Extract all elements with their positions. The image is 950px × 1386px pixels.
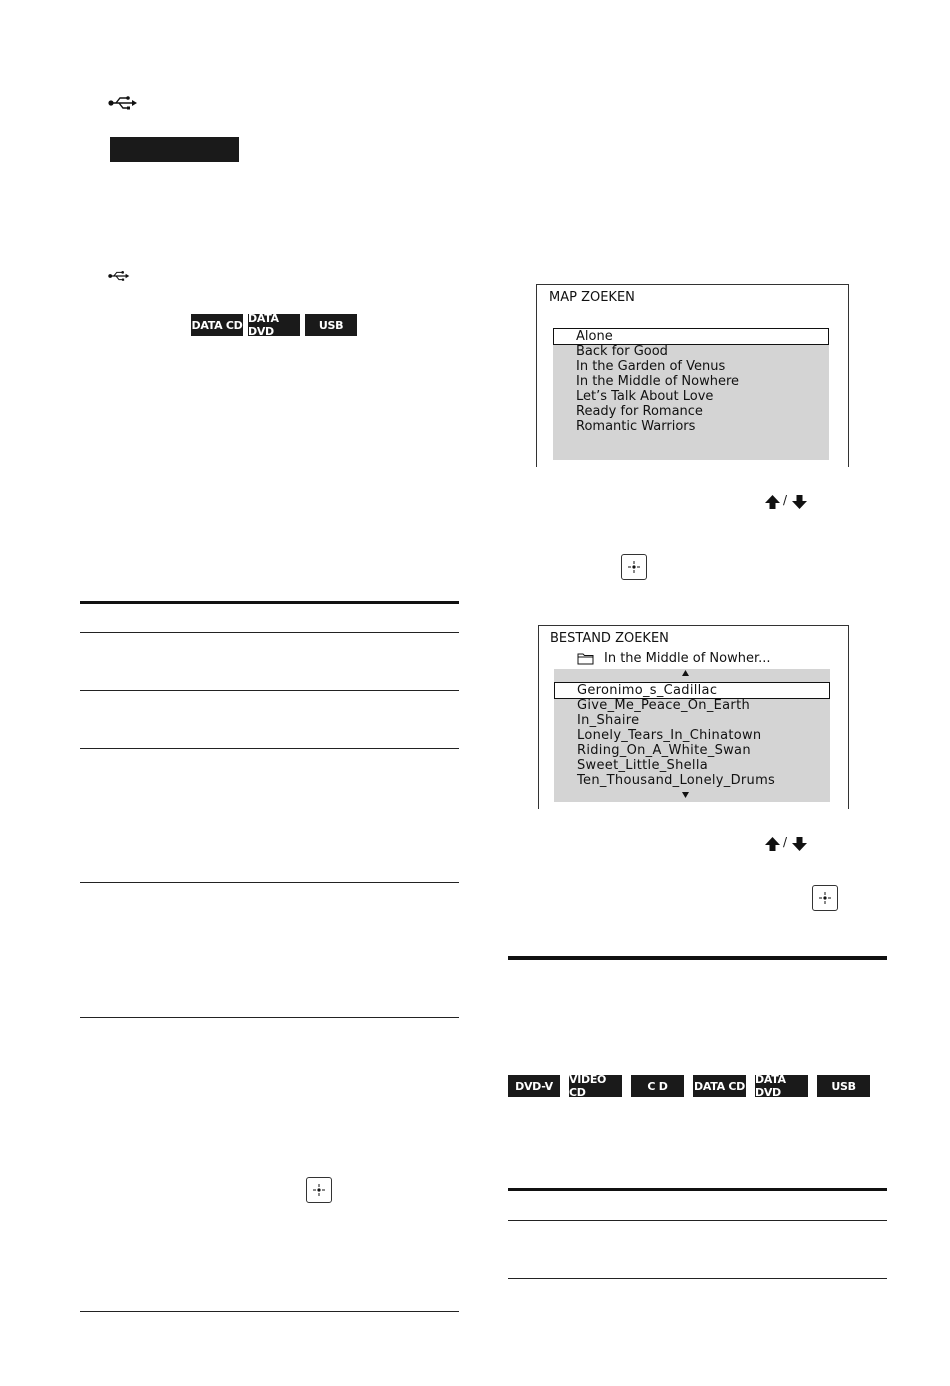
current-folder-name: In the Middle of Nowher... bbox=[604, 651, 771, 666]
table-top-rule bbox=[508, 1188, 887, 1191]
table-rule bbox=[80, 748, 459, 749]
badge-usb: USB bbox=[817, 1075, 870, 1097]
file-search-screen bbox=[538, 625, 849, 809]
heading-bar bbox=[110, 137, 239, 162]
list-item[interactable]: Alone bbox=[576, 329, 613, 344]
badge-data-cd: DATA CD bbox=[191, 314, 243, 336]
scroll-down-icon[interactable] bbox=[682, 792, 689, 798]
table-rule bbox=[80, 1311, 459, 1312]
badge-video-cd: VIDEO CD bbox=[569, 1075, 622, 1097]
table-rule bbox=[80, 632, 459, 633]
list-item[interactable]: Geronimo_s_Cadillac bbox=[577, 683, 718, 698]
list-item[interactable]: Sweet_Little_Shella bbox=[577, 758, 709, 773]
folder-icon bbox=[577, 652, 594, 665]
table-rule bbox=[508, 1220, 887, 1221]
arrow-up-icon bbox=[764, 836, 781, 852]
arrow-separator: / bbox=[783, 493, 788, 507]
list-item[interactable]: Romantic Warriors bbox=[576, 419, 696, 434]
table-rule bbox=[508, 1278, 887, 1279]
enter-button-icon bbox=[306, 1177, 332, 1203]
list-item[interactable]: In the Garden of Venus bbox=[576, 359, 726, 374]
list-item[interactable]: Ten_Thousand_Lonely_Drums bbox=[577, 773, 776, 788]
table-top-rule bbox=[80, 601, 459, 604]
list-item[interactable]: Back for Good bbox=[576, 344, 668, 359]
list-item[interactable]: Riding_On_A_White_Swan bbox=[577, 743, 751, 758]
table-rule bbox=[80, 690, 459, 691]
list-item[interactable]: In the Middle of Nowhere bbox=[576, 374, 740, 389]
badge-dvd-v: DVD-V bbox=[508, 1075, 560, 1097]
badge-data-cd: DATA CD bbox=[693, 1075, 746, 1097]
badge-data-dvd: DATA DVD bbox=[755, 1075, 808, 1097]
screen-title: MAP ZOEKEN bbox=[549, 290, 635, 305]
table-rule bbox=[80, 1017, 459, 1018]
badge-data-dvd: DATA DVD bbox=[248, 314, 300, 336]
section-rule bbox=[508, 956, 887, 960]
usb-icon bbox=[108, 95, 138, 111]
list-item[interactable]: Ready for Romance bbox=[576, 404, 703, 419]
arrow-down-icon bbox=[791, 836, 808, 852]
map-search-screen bbox=[536, 284, 849, 467]
enter-button-icon bbox=[621, 554, 647, 580]
arrow-down-icon bbox=[791, 494, 808, 510]
list-item[interactable]: Let’s Talk About Love bbox=[576, 389, 714, 404]
table-rule bbox=[80, 882, 459, 883]
badge-usb: USB bbox=[305, 314, 357, 336]
screen-title: BESTAND ZOEKEN bbox=[550, 631, 669, 646]
scroll-up-icon[interactable] bbox=[682, 670, 689, 676]
enter-button-icon bbox=[812, 885, 838, 911]
arrow-separator: / bbox=[783, 835, 788, 849]
arrow-up-icon bbox=[764, 494, 781, 510]
usb-icon-small bbox=[108, 270, 130, 282]
badge-cd: C D bbox=[631, 1075, 684, 1097]
list-item[interactable]: Give_Me_Peace_On_Earth bbox=[577, 698, 751, 713]
list-item[interactable]: In_Shaire bbox=[577, 713, 640, 728]
list-item[interactable]: Lonely_Tears_In_Chinatown bbox=[577, 728, 762, 743]
